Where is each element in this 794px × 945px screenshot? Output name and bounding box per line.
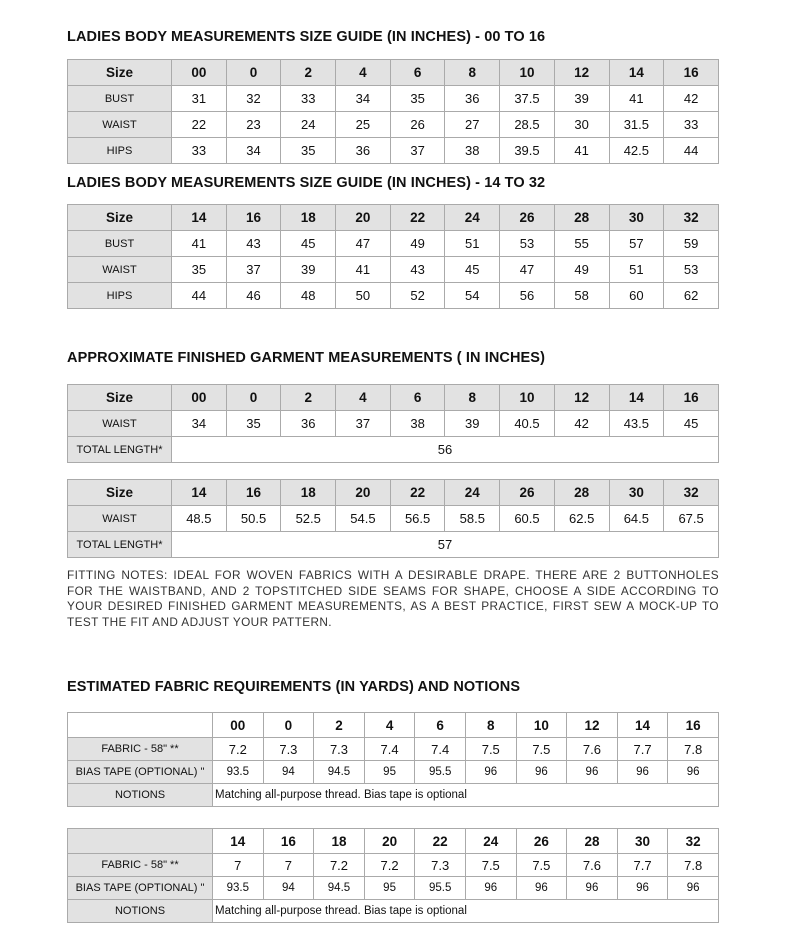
value-cell: 64.5 [609,506,664,532]
value-cell: 7.7 [617,854,668,877]
value-cell: 60.5 [500,506,555,532]
value-cell: 34 [226,138,281,164]
header-cell: 30 [617,829,668,854]
body-measurements-table-14-32 [67,204,719,309]
table-row [68,532,719,558]
value-cell: 7.2 [213,738,264,761]
value-cell: 41 [336,257,391,283]
header-cell: 30 [609,480,664,506]
table-row [68,437,719,463]
value-cell: 57 [172,532,719,558]
table-header-row [68,829,719,854]
row-label: TOTAL LENGTH* [68,532,172,558]
section-title-finished-garment: APPROXIMATE FINISHED GARMENT MEASUREMENTS ( IN INCHES) [67,350,546,366]
header-cell: 32 [668,829,719,854]
value-cell: 96 [668,877,719,900]
value-cell: 39 [445,411,500,437]
value-cell: 51 [609,257,664,283]
value-cell: 31.5 [609,112,664,138]
value-cell: 37 [336,411,391,437]
notions-value: Matching all-purpose thread. Bias tape is optional [213,784,719,807]
value-cell: 7.8 [668,738,719,761]
header-cell: 14 [172,205,227,231]
value-cell: 62.5 [554,506,609,532]
row-label: TOTAL LENGTH* [68,437,172,463]
value-cell: 44 [664,138,719,164]
value-cell: 50 [336,283,391,309]
row-label: WAIST [68,112,172,138]
table-row [68,411,719,437]
value-cell: 47 [336,231,391,257]
header-cell: 6 [390,385,445,411]
value-cell: 96 [617,877,668,900]
table-header-row [68,60,719,86]
value-cell: 56 [172,437,719,463]
value-cell: 54 [445,283,500,309]
value-cell: 7.4 [364,738,415,761]
value-cell: 94 [263,877,314,900]
row-label: BUST [68,231,172,257]
header-cell: 16 [263,829,314,854]
table-row [68,761,719,784]
value-cell: 45 [281,231,336,257]
header-cell: 30 [609,205,664,231]
row-label: FABRIC - 58" ** [68,738,213,761]
table-row [68,877,719,900]
notions-value: Matching all-purpose thread. Bias tape is optional [213,900,719,923]
row-label: NOTIONS [68,784,213,807]
value-cell: 35 [172,257,227,283]
header-cell: 18 [314,829,365,854]
header-cell: 22 [390,480,445,506]
value-cell: 33 [664,112,719,138]
value-cell: 35 [281,138,336,164]
value-cell: 33 [172,138,227,164]
table-row [68,900,719,923]
table-row [68,738,719,761]
value-cell: 96 [567,761,618,784]
fabric-requirements-table-14-32 [67,828,719,923]
value-cell: 34 [172,411,227,437]
header-cell: 8 [465,713,516,738]
value-cell: 7.5 [465,738,516,761]
value-cell: 25 [336,112,391,138]
value-cell: 60 [609,283,664,309]
header-cell: 2 [281,60,336,86]
row-label: WAIST [68,411,172,437]
value-cell: 49 [554,257,609,283]
header-cell: 10 [500,385,555,411]
value-cell: 55 [554,231,609,257]
value-cell: 94.5 [314,877,365,900]
row-label: BUST [68,86,172,112]
header-cell: 24 [445,205,500,231]
value-cell: 96 [516,761,567,784]
value-cell: 27 [445,112,500,138]
table-row [68,257,719,283]
value-cell: 35 [226,411,281,437]
header-cell: 16 [226,205,281,231]
value-cell: 42 [554,411,609,437]
value-cell: 7.6 [567,854,618,877]
value-cell: 40.5 [500,411,555,437]
header-cell: 32 [664,480,719,506]
value-cell: 7.2 [364,854,415,877]
header-cell: 0 [263,713,314,738]
value-cell: 37.5 [500,86,555,112]
finished-garment-table-00-16 [67,384,719,463]
header-cell: 20 [336,480,391,506]
header-cell: 18 [281,205,336,231]
header-cell: 32 [664,205,719,231]
header-cell: 28 [554,480,609,506]
header-cell: 16 [664,60,719,86]
row-label: HIPS [68,283,172,309]
section-title-body-00-16: LADIES BODY MEASUREMENTS SIZE GUIDE (IN INCHES) - 00 TO 16 [67,29,546,45]
value-cell: 95 [364,877,415,900]
value-cell: 47 [500,257,555,283]
header-cell: 00 [172,60,227,86]
value-cell: 42.5 [609,138,664,164]
value-cell: 94.5 [314,761,365,784]
table-row [68,784,719,807]
value-cell: 52.5 [281,506,336,532]
row-label: BIAS TAPE (OPTIONAL) " [68,877,213,900]
row-label: HIPS [68,138,172,164]
value-cell: 36 [445,86,500,112]
value-cell: 56.5 [390,506,445,532]
header-cell: 2 [281,385,336,411]
row-label: WAIST [68,506,172,532]
value-cell: 7 [263,854,314,877]
value-cell: 41 [172,231,227,257]
header-cell: 14 [609,60,664,86]
row-label: BIAS TAPE (OPTIONAL) " [68,761,213,784]
header-cell: 10 [500,60,555,86]
header-cell: Size [68,205,172,231]
header-cell: 16 [664,385,719,411]
table-row [68,506,719,532]
value-cell: 45 [664,411,719,437]
value-cell: 32 [226,86,281,112]
table-header-row [68,480,719,506]
value-cell: 33 [281,86,336,112]
header-cell: 0 [226,385,281,411]
value-cell: 95.5 [415,761,466,784]
value-cell: 58 [554,283,609,309]
value-cell: 36 [336,138,391,164]
row-label: FABRIC - 58" ** [68,854,213,877]
table-header-row [68,385,719,411]
value-cell: 7.6 [567,738,618,761]
header-cell: 6 [390,60,445,86]
value-cell: 52 [390,283,445,309]
row-label: NOTIONS [68,900,213,923]
value-cell: 51 [445,231,500,257]
value-cell: 7.5 [465,854,516,877]
value-cell: 36 [281,411,336,437]
table-header-row [68,713,719,738]
header-cell: 26 [500,205,555,231]
value-cell: 39.5 [500,138,555,164]
value-cell: 43 [390,257,445,283]
value-cell: 67.5 [664,506,719,532]
table-row [68,231,719,257]
table-header-row [68,205,719,231]
header-cell: 28 [554,205,609,231]
header-cell: 6 [415,713,466,738]
value-cell: 96 [668,761,719,784]
value-cell: 7.3 [263,738,314,761]
header-cell: 24 [445,480,500,506]
header-cell: 18 [281,480,336,506]
value-cell: 28.5 [500,112,555,138]
header-cell: 12 [554,385,609,411]
value-cell: 7.4 [415,738,466,761]
value-cell: 41 [609,86,664,112]
header-cell: Size [68,60,172,86]
value-cell: 7.7 [617,738,668,761]
value-cell: 7.5 [516,738,567,761]
value-cell: 42 [664,86,719,112]
header-cell: 8 [445,60,500,86]
value-cell: 93.5 [213,761,264,784]
header-cell: 14 [617,713,668,738]
header-cell: 26 [500,480,555,506]
fabric-requirements-table-00-16 [67,712,719,807]
header-cell: 22 [415,829,466,854]
empty-cell [68,829,213,854]
value-cell: 38 [390,411,445,437]
header-cell: 16 [668,713,719,738]
value-cell: 26 [390,112,445,138]
header-cell: 8 [445,385,500,411]
value-cell: 22 [172,112,227,138]
value-cell: 43.5 [609,411,664,437]
header-cell: 26 [516,829,567,854]
value-cell: 23 [226,112,281,138]
table-row [68,86,719,112]
value-cell: 7 [213,854,264,877]
header-cell: 14 [172,480,227,506]
header-cell: 4 [336,385,391,411]
value-cell: 93.5 [213,877,264,900]
value-cell: 96 [465,877,516,900]
value-cell: 57 [609,231,664,257]
value-cell: 7.3 [415,854,466,877]
value-cell: 30 [554,112,609,138]
value-cell: 53 [500,231,555,257]
value-cell: 96 [567,877,618,900]
header-cell: 22 [390,205,445,231]
table-row [68,138,719,164]
header-cell: 20 [364,829,415,854]
value-cell: 95 [364,761,415,784]
value-cell: 96 [617,761,668,784]
header-cell: 0 [226,60,281,86]
header-cell: Size [68,480,172,506]
finished-garment-table-14-32 [67,479,719,558]
value-cell: 50.5 [226,506,281,532]
value-cell: 41 [554,138,609,164]
value-cell: 96 [516,877,567,900]
header-cell: 14 [213,829,264,854]
header-cell: 10 [516,713,567,738]
fitting-notes: FITTING NOTES: IDEAL FOR WOVEN FABRICS WITH A DESIRABLE DRAPE. THERE ARE 2 BUTTONHOLES FOR THE WAISTBAND, AND 2 TOPSTITCHED SIDE SEAMS FOR SHAPE, CHOOSE A SIDE ACCORDING TO YOUR DESIRED FINISHED GARMENT MEASUREMENTS, AS A BEST PRACTICE, FIRST SEW A MOCK-UP TO TEST THE FIT AND ADJUST YOUR PATTERN. [67,568,719,629]
header-cell: 12 [554,60,609,86]
header-cell: 00 [172,385,227,411]
value-cell: 46 [226,283,281,309]
body-measurements-table-00-16 [67,59,719,164]
value-cell: 35 [390,86,445,112]
value-cell: 34 [336,86,391,112]
value-cell: 48 [281,283,336,309]
value-cell: 7.3 [314,738,365,761]
value-cell: 48.5 [172,506,227,532]
header-cell: 20 [336,205,391,231]
value-cell: 37 [390,138,445,164]
value-cell: 38 [445,138,500,164]
header-cell: 14 [609,385,664,411]
value-cell: 94 [263,761,314,784]
header-cell: 16 [226,480,281,506]
header-cell: 12 [567,713,618,738]
table-row [68,283,719,309]
header-cell: 4 [336,60,391,86]
value-cell: 7.8 [668,854,719,877]
header-cell: 00 [213,713,264,738]
value-cell: 39 [554,86,609,112]
value-cell: 58.5 [445,506,500,532]
table-row [68,112,719,138]
value-cell: 7.5 [516,854,567,877]
header-cell: Size [68,385,172,411]
header-cell: 24 [465,829,516,854]
header-cell: 4 [364,713,415,738]
empty-cell [68,713,213,738]
value-cell: 96 [465,761,516,784]
value-cell: 53 [664,257,719,283]
value-cell: 54.5 [336,506,391,532]
value-cell: 7.2 [314,854,365,877]
value-cell: 37 [226,257,281,283]
value-cell: 95.5 [415,877,466,900]
section-title-fabric-requirements: ESTIMATED FABRIC REQUIREMENTS (IN YARDS) AND NOTIONS [67,679,521,695]
row-label: WAIST [68,257,172,283]
value-cell: 45 [445,257,500,283]
value-cell: 43 [226,231,281,257]
header-cell: 2 [314,713,365,738]
value-cell: 39 [281,257,336,283]
value-cell: 49 [390,231,445,257]
section-title-body-14-32: LADIES BODY MEASUREMENTS SIZE GUIDE (IN INCHES) - 14 TO 32 [67,175,546,191]
value-cell: 31 [172,86,227,112]
value-cell: 59 [664,231,719,257]
value-cell: 62 [664,283,719,309]
value-cell: 56 [500,283,555,309]
value-cell: 44 [172,283,227,309]
value-cell: 24 [281,112,336,138]
header-cell: 28 [567,829,618,854]
table-row [68,854,719,877]
